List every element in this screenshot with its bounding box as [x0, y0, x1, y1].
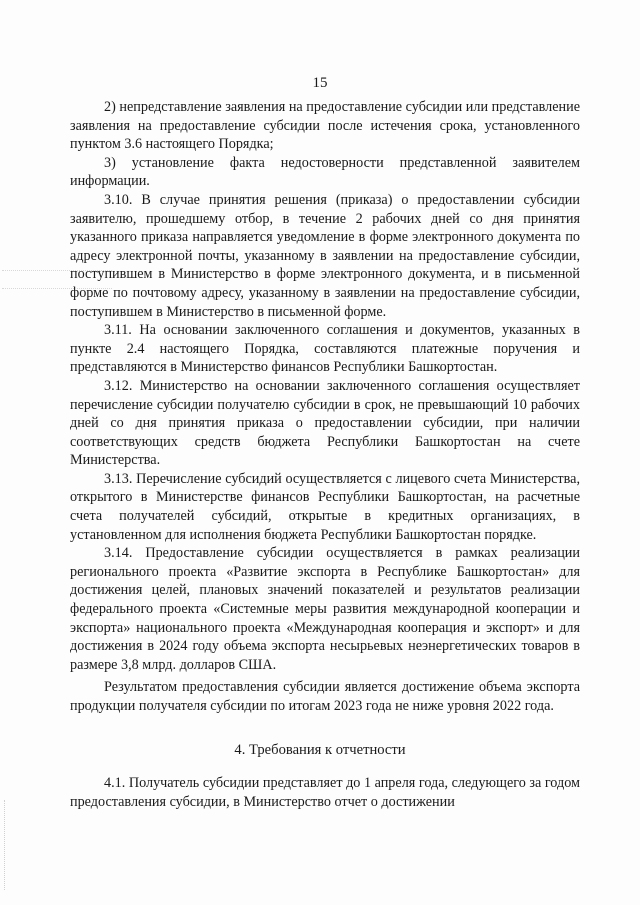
- paragraph-4-1: 4.1. Получатель субсидии представляет до 1 апреля года, следующего за годом предоставления субсидии, в Министерство отчет о достижении: [70, 775, 580, 810]
- scan-artifact: [2, 288, 112, 290]
- section-heading: 4. Требования к отчетности: [234, 742, 406, 758]
- paragraph-item-3: 3) установление факта недостоверности представленной заявителем информации.: [70, 154, 580, 190]
- paragraph-item-2: 2) непредставление заявления на предоставление субсидии или представление заявления на предоставление субсидии после истечения срока, установленного пунктом 3.6 настоящего Порядка;: [70, 99, 580, 153]
- paragraph-3-11: 3.11. На основании заключенного соглашения и документов, указанных в пункте 2.4 настоящего Порядка, составляются платежные поручения и представляются в Министерство финансов Республики Башкортостан.: [70, 322, 580, 376]
- paragraph-result: Результатом предоставления субсидии является достижение объема экспорта продукции получателя субсидии по итогам 2023 года не ниже уровня 2022 года.: [70, 679, 580, 714]
- page-number: 15: [312, 75, 328, 91]
- section-body: [70, 774, 580, 811]
- paragraph-3-10: 3.10. В случае принятия решения (приказа) о предоставлении субсидии заявителю, прошедшему отбор, в течение 2 рабочих дней со дня принятия указанного приказа направляется уведомление в форме электронного документа по адресу электронной почты, указанному в заявлении на предоставление субсидии, поступившем в Министерство в форме электронного документа, и в письменной форме по почтовому адресу, указанному в заявлении на предоставление субсидии, поступившем в Министерство в письменной форме.: [70, 191, 580, 320]
- paragraph-3-12: 3.12. Министерство на основании заключенного соглашения осуществляет перечисление субсидии получателю субсидии в срок, не превышающий 10 рабочих дней со дня принятия приказа о предоставлении субсидии, при наличии соответствующих средств бюджета Республики Башкортостан на счете Министерства.: [70, 377, 580, 469]
- scan-artifact: [2, 270, 112, 272]
- document-body: [70, 98, 580, 716]
- paragraph-3-14: 3.14. Предоставление субсидии осуществляется в рамках реализации регионального проекта «Развитие экспорта в Республике Башкортостан» для достижения целей, плановых значений показателей и результатов реализации федерального проекта «Системные меры развития международной кооперации и экспорта» национального проекта «Международная кооперация и экспорт» и для достижения в 2024 году объема экспорта несырьевых неэнергетических товаров в размере 3,8 млрд. долларов США.: [70, 545, 580, 673]
- scan-artifact: [4, 800, 7, 890]
- paragraph-3-13: 3.13. Перечисление субсидий осуществляется с лицевого счета Министерства, открытого в Министерстве финансов Республики Башкортостан, на расчетные счета получателей субсидий, открытые в кредитных организациях, в установленном для исполнения бюджета Республики Башкортостан порядке.: [70, 470, 580, 543]
